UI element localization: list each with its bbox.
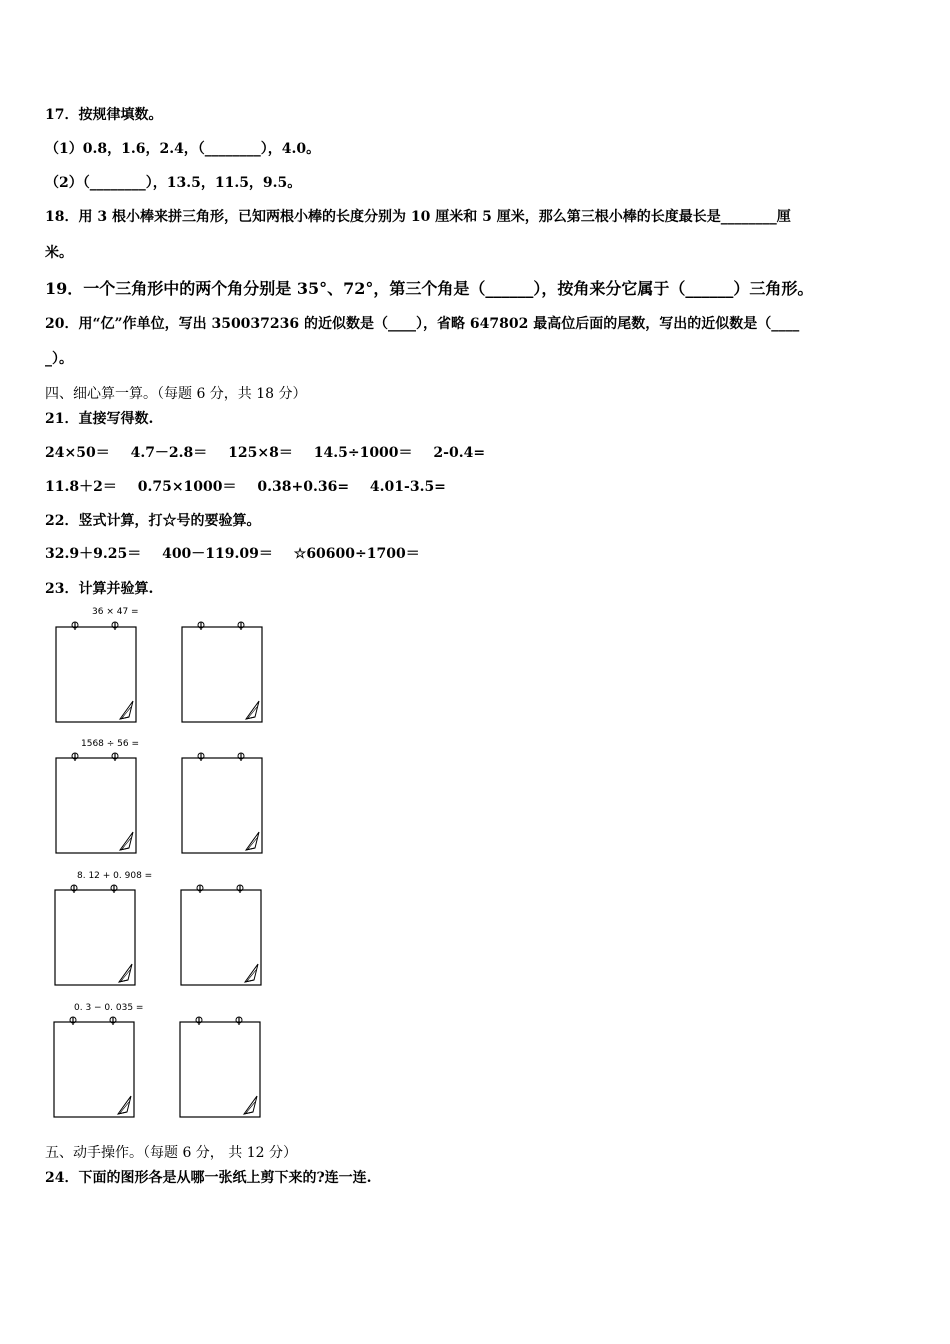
section-4-title: 四、细心算一算。（每题 6 分，共 18 分） [45,386,307,402]
q18-line1: 18．用 3 根小棒来拼三角形，已知两根小棒的长度分别为 10 厘米和 5 厘米，那么第三根小棒的长度最长是________厘 [45,209,791,225]
q20-line2: _）。 [45,351,73,367]
notepad-icon [179,1016,263,1120]
calc-caption: 8. 12 + 0. 908 = [77,871,153,881]
calc-item: 4.7－2.8＝ [130,445,208,461]
q21-row2 [45,476,462,496]
q22-row [45,543,436,563]
q18-line2: 米。 [45,245,73,261]
calc-item: ☆60600÷1700＝ [293,546,420,562]
calc-item: 11.8＋2＝ [45,479,117,495]
calc-caption: 0. 3 − 0. 035 = [74,1003,144,1013]
calc-item: 4.01-3.5= [369,479,446,495]
calc-item: 0.75×1000＝ [137,479,237,495]
notepad-icon [53,1016,137,1120]
q19-text: 19．一个三角形中的两个角分别是 35°、72°，第三个角是（______），按角来分它属于（______）三角形。 [45,279,814,298]
notepad-icon [181,621,265,725]
q20-line1: 20．用“亿”作单位，写出 350037236 的近似数是（____），省略 647802 最高位后面的尾数，写出的近似数是（____ [45,316,800,332]
notepad-icon [54,884,138,988]
q17-part2: （2）（________），13.5，11.5，9.5。 [45,175,302,191]
calc-item: 2-0.4= [433,445,486,461]
q22-title: 22．竖式计算，打☆号的要验算。 [45,513,261,529]
notepad-icon [180,884,264,988]
q17-part1: （1）0.8，1.6，2.4，（________），4.0。 [45,141,321,157]
q17-title: 17．按规律填数。 [45,107,163,123]
calc-item: 32.9＋9.25＝ [45,546,142,562]
section-5-title: 五、动手操作。（每题 6 分， 共 12 分） [45,1145,297,1161]
notepad-icon [181,752,265,856]
calc-item: 400－119.09＝ [162,546,273,562]
calc-item: 14.5÷1000＝ [313,445,413,461]
q21-row1 [45,442,501,462]
q21-title: 21．直接写得数. [45,411,154,427]
calc-caption: 1568 ÷ 56 = [81,739,140,749]
q23-title: 23．计算并验算. [45,581,154,597]
calc-item: 125×8＝ [228,445,293,461]
calc-item: 24×50＝ [45,445,110,461]
calc-item: 0.38+0.36= [257,479,350,495]
calc-caption: 36 × 47 = [92,607,139,617]
notepad-icon [55,752,139,856]
q24-title: 24．下面的图形各是从哪一张纸上剪下来的?连一连. [45,1170,372,1186]
notepad-icon [55,621,139,725]
